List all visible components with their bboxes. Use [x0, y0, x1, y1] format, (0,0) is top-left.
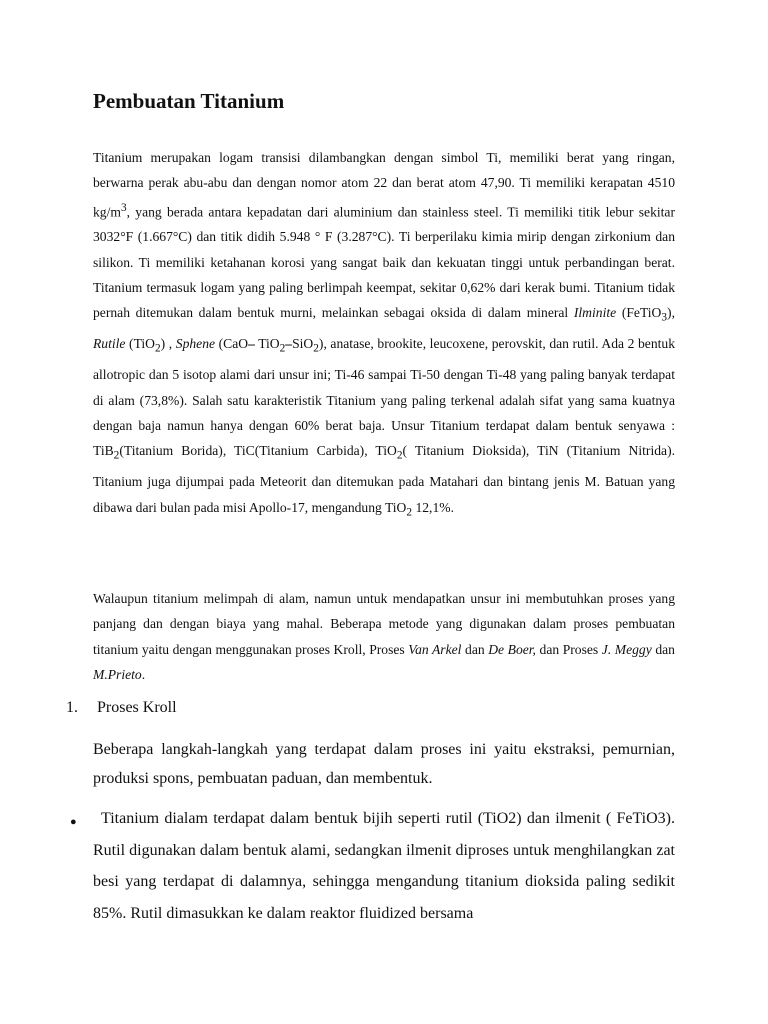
section-heading: Proses Kroll: [97, 699, 177, 716]
text-run: (Titanium Borida), TiC(Titanium Carbida), TiO: [119, 443, 397, 459]
bullet-item-text: Titanium dialam terdapat dalam bentuk bijih seperti rutil (TiO2) dan ilmenit ( FeTiO3). Rutil digunakan dalam bentuk alami, sedangkan ilmenit diproses untuk menghilangkan zat besi yang terdapat di dalamnya, sehingga mengandung titanium dioksida paling sedikit 85%. Rutil dimasukkan ke dalam reaktor fluidized bersama: [93, 810, 675, 922]
text-run: TiO: [254, 336, 280, 352]
subscript: 3: [661, 312, 668, 325]
text-run: Walaupun titanium melimpah di alam, namun untuk mendapatkan unsur ini membutuhkan proses yang panjang dan dengan biaya yang mahal. Beberapa metode yang digunakan dalam proses pembuatan titanium yaitu dengan menggunakan proses Kroll, Proses: [93, 591, 675, 657]
paragraph-titanium-properties: [93, 145, 675, 526]
text-run: dan: [461, 641, 489, 657]
method-name-italic: De Boer,: [488, 641, 536, 657]
mineral-name-italic: Sphene: [175, 336, 216, 352]
subscript: 2: [155, 343, 161, 356]
text-run: (TiO: [125, 336, 155, 352]
text-run: (FeTiO: [616, 305, 662, 321]
text-run: .: [141, 666, 146, 682]
text-run: , yang berada antara kepadatan dari aluminium dan stainless steel. Ti memiliki titik lebur sekitar 3032°F (1.667°C) dan titik didih 5.948 ° F (3.287°C). Ti berperilaku kimia mirip dengan zirkonium dan silikon. Ti memiliki ketahanan korosi yang sangat baik dan kekuatan tinggi untuk perbandingan berat. Titanium termasuk logam yang paling berlimpah keempat, sekitar 0,62% dari kerak bumi. Titanium tidak pernah ditemukan dalam bentuk murni, melainkan sebagai oksida di dalam mineral: [93, 204, 675, 321]
section-number: 1.: [66, 699, 78, 716]
text-run: (CaO: [215, 336, 249, 352]
method-name-italic: M.Prieto: [93, 666, 142, 682]
text-run: ),: [667, 305, 675, 321]
text-run: SiO: [292, 336, 314, 352]
text-run: ) ,: [160, 336, 176, 352]
method-name-italic: Van Arkel: [408, 641, 462, 657]
text-run: 12,1%.: [412, 499, 454, 515]
subscript: 2: [396, 449, 403, 462]
text-run: ), anatase, brookite, leucoxene, perovskit, dan rutil. Ada 2 bentuk allotropic dan 5 isotop alami dari unsur ini; Ti-46 sampai Ti-50 dengan Ti-48 yang paling banyak terdapat di alam (73,8%). Salah satu karakteristik Titanium yang paling terkenal adalah sifat yang sama kuatnya dengan baja namun hanya dengan 60% berat baja. Unsur Titanium terdapat dalam bentuk senyawa : TiB: [93, 336, 676, 459]
mineral-name-italic: Ilminite: [573, 305, 617, 321]
superscript: 3: [120, 201, 127, 214]
text-run: Titanium merupakan logam transisi dilambangkan dengan simbol Ti, memiliki berat yang ringan, berwarna perak abu-abu dan dengan nomor atom 22 dan berat atom 47,90. Ti memiliki kerapatan 4510 kg/m: [93, 150, 675, 220]
bullet-icon: ●: [70, 816, 77, 828]
bold-dash: –: [248, 336, 255, 352]
subscript: 2: [279, 343, 286, 356]
subscript: 2: [313, 343, 319, 356]
subscript: 2: [406, 506, 413, 519]
text-run: ( Titanium Dioksida), TiN (Titanium Nitrida). Titanium juga dijumpai pada Meteorit dan ditemukan pada Matahari dan bintang jenis M. Batuan yang dibawa dari bulan pada misi Apollo-17, mengandung TiO: [93, 443, 675, 515]
subscript: 2: [113, 449, 120, 462]
paragraph-production-methods: [93, 586, 675, 687]
document-title: Pembuatan Titanium: [93, 89, 285, 113]
mineral-name-italic: Rutile: [93, 336, 126, 352]
text-run: dan: [651, 641, 675, 657]
paragraph-kroll-steps: Beberapa langkah-langkah yang terdapat dalam proses ini yaitu ekstraksi, pemurnian, produksi spons, pembuatan paduan, dan membentuk.: [93, 741, 675, 787]
bold-dash: –: [285, 336, 293, 352]
method-name-italic: J. Meggy: [601, 641, 652, 657]
text-run: dan Proses: [535, 641, 602, 657]
